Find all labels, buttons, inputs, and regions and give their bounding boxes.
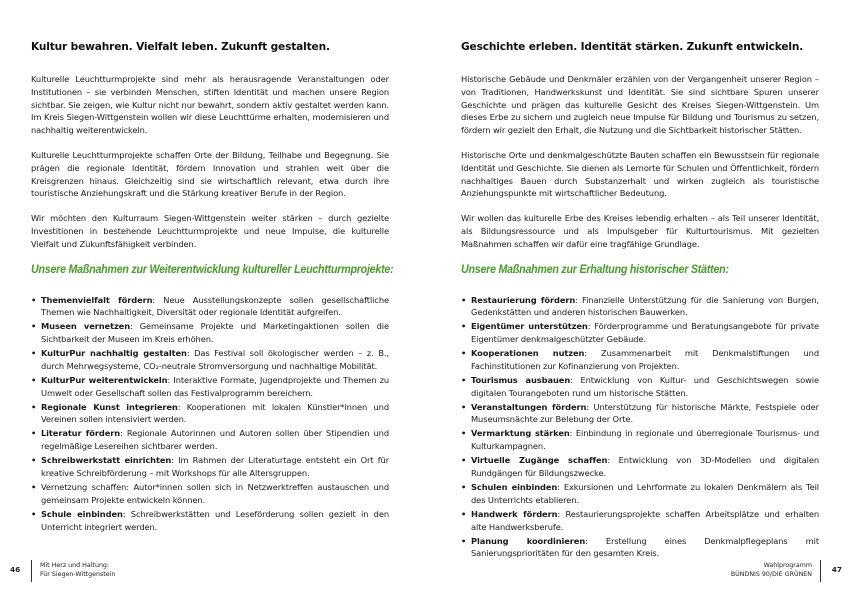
footer-left-line-1: Mit Herz und Haltung:: [40, 562, 110, 569]
bullet-icon: •: [31, 348, 37, 359]
list-item-text: : Das Festival soll ökologischer werden – z. B., durch Mehrwegsysteme, CO₂-neutrale Stromversorgung und nachhaltige Mobilität.: [41, 348, 389, 371]
page-number-left: 46: [10, 565, 21, 574]
list-item-term: Schulen einbinden: [471, 482, 558, 493]
bullet-icon: •: [31, 508, 37, 519]
list-item-text: : Einbindung in regionale und überregionale Tourismus- und Kulturkampagnen.: [471, 428, 819, 452]
bullet-icon: •: [31, 455, 37, 466]
list-item: [461, 481, 819, 507]
list-item: [461, 454, 819, 480]
list-item-term: Handwerk fördern: [471, 508, 558, 519]
list-item: [31, 401, 389, 427]
list-item-term: Literatur fördern: [41, 428, 121, 439]
list-item-text: : Entwicklung von 3D-Modellen und digitalen Rundgängen für Bildungszwecke.: [471, 455, 819, 479]
page-number-right: 47: [831, 565, 842, 574]
right-paragraph-2: Historische Orte und denkmalgeschützte Bauten schaffen ein Bewusstsein für regionale Identität und Geschichte. Sie dienen als Lernorte für Schulen und Öffentlichkeit, fördern nachhaltiges Bauen durch Substanzerhalt und wirken zugleich als touristische Anziehungspunkte mit wirtschaftlicher Bedeutung.: [461, 149, 819, 199]
bullet-icon: •: [31, 321, 37, 332]
list-item-term: KulturPur weiterentwickeln: [41, 374, 168, 385]
bullet-icon: •: [461, 348, 467, 359]
footer-left-line-2: Für Siegen-Wittgenstein: [40, 570, 116, 578]
list-item-term: Regionale Kunst integrieren: [41, 401, 178, 412]
list-item-text: : Erstellung eines Denkmalpflegeplans mit Sanierungsprioritäten für den gesamten Kreis.: [471, 535, 819, 559]
list-item-term: Restaurierung fördern: [471, 294, 576, 305]
left-paragraph-2: Kulturelle Leuchtturmprojekte schaffen Orte der Bildung, Teilhabe und Begegnung. Sie prägen die regionale Identität, fördern Innovation und strahlen weit über die Kreisgrenzen hinaus. Gleichzeitig sind sie wirtschaftlich relevant, etwa durch ihre touristische Anziehungskraft und die Stärkung kreativer Berufe in der Region.: [31, 149, 389, 199]
bullet-icon: •: [461, 374, 467, 385]
list-item-term: Schreibwerkstatt einrichten: [41, 455, 172, 466]
bullet-icon: •: [461, 428, 467, 439]
bullet-icon: •: [31, 482, 37, 493]
footer-right-line-1: Wahlprogramm: [763, 562, 812, 569]
list-item-text: : Schreibwerkstätten und Leseförderung sollen gezielt in den Unterricht integriert werden.: [41, 508, 390, 532]
bullet-icon: •: [461, 294, 467, 305]
list-item-term: Eigentümer unterstützen: [471, 321, 588, 332]
list-item: [31, 347, 389, 373]
list-item: [31, 320, 389, 346]
footer-right: [731, 562, 812, 580]
left-subheading: Unsere Maßnahmen zur Weiterentwicklung kultureller Leuchtturmprojekte:: [31, 262, 394, 276]
footer-left: [40, 562, 115, 580]
list-item-text: : Finanzielle Unterstützung für die Sanierung von Burgen, Gedenkstätten und anderen historischen Bauwerken.: [471, 294, 819, 318]
right-heading: Geschichte erleben. Identität stärken. Zukunft entwickeln.: [461, 41, 804, 53]
list-item: [461, 347, 819, 373]
bullet-icon: •: [31, 294, 37, 305]
list-item-text: : Entwicklung von Kultur- und Geschichtswegen sowie digitalen Tourangeboten rund um historische Stätten.: [471, 374, 819, 398]
list-item-text: : Zusammenarbeit mit Denkmalstiftungen und Fachinstitutionen zur Kofinanzierung von Projekten.: [471, 348, 819, 371]
list-item-text: : Kooperationen mit lokalen Künstler*innen und Vereinen sollen intensiviert werden.: [41, 401, 389, 425]
bullet-icon: •: [461, 455, 467, 466]
footer-divider-right: [820, 560, 821, 582]
list-item: [461, 294, 819, 320]
left-heading: Kultur bewahren. Vielfalt leben. Zukunft gestalten.: [31, 41, 330, 53]
bullet-icon: •: [461, 482, 467, 493]
left-paragraph-3: Wir möchten den Kulturraum Siegen-Wittgenstein weiter stärken – durch gezielte Investitionen in bestehende Leuchtturmprojekte und neue Impulse, die kulturelle Vielfalt und Zukunftsfähigkeit verbinden.: [31, 213, 389, 249]
list-item-text: : Förderprogramme und Beratungsangebote für private Eigentümer denkmalgeschützter Gebäude.: [471, 321, 819, 345]
right-paragraph-3: Wir wollen das kulturelle Erbe des Kreises lebendig erhalten – als Teil unserer Identität, als Bildungsressource und als Impulsgeber für Kulturtourismus. Mit gezielten Maßnahmen schaffen wir dafür eine tragfähige Grundlage.: [461, 213, 819, 249]
list-item-term: Veranstaltungen fördern: [471, 401, 587, 412]
right-column: [461, 40, 819, 561]
list-item-term: Museen vernetzen: [41, 321, 131, 332]
list-item-text: : Interaktive Formate, Jugendprojekte und Themen zu Umwelt oder Gesellschaft sollen das Festivalprogramm bereichern.: [41, 374, 389, 398]
list-item: [461, 320, 819, 346]
left-paragraph-1: Kulturelle Leuchtturmprojekte sind mehr als herausragende Veranstaltungen oder Institutionen – sie verbinden Menschen, stiften Identität und machen unsere Region sichtbar. Sie zeigen, wie Kultur nicht nur bewahrt, sondern aktiv gestaltet werden kann. Im Kreis Siegen-Wittgenstein wollen wir diese Leuchttürme erhalten, modernisieren und nachhaltig weiterentwickeln.: [31, 74, 389, 136]
list-item-term: Vernetzung schaffen: [41, 482, 127, 493]
right-paragraph-1: Historische Gebäude und Denkmäler erzählen von der Vergangenheit unserer Region – von Traditionen, Handwerkskunst und Identität. Sie sind sichtbare Spuren unserer Geschichte und prägen das kulturelle Gesicht des Kreises Siegen-Wittgenstein. Um dieses Erbe zu sichern und zugleich neue Impulse für Bildung und Tourismus zu setzen, fördern wir gezielt den Erhalt, die Nutzung und die Sichtbarkeit historischer Stätten.: [461, 74, 819, 136]
list-item: [31, 508, 389, 534]
footer-divider-left: [31, 560, 32, 582]
list-item: [31, 427, 389, 453]
list-item: [31, 481, 389, 507]
bullet-icon: •: [31, 374, 37, 385]
bullet-icon: •: [461, 401, 467, 412]
left-measures-list: [31, 294, 389, 534]
list-item-text: : Autor*innen sollen sich in Netzwerktreffen austauschen und gemeinsam Projekte entwickeln können.: [41, 482, 389, 505]
list-item-term: Virtuelle Zugänge schaffen: [471, 455, 608, 466]
list-item: [461, 401, 819, 427]
list-item: [461, 374, 819, 400]
list-item-term: KulturPur nachhaltig gestalten: [41, 348, 187, 359]
right-measures-list: [461, 294, 819, 561]
list-item: [31, 374, 389, 400]
bullet-icon: •: [461, 321, 467, 332]
bullet-icon: •: [461, 535, 467, 546]
bullet-icon: •: [461, 508, 467, 519]
list-item: [461, 508, 819, 534]
list-item-term: Kooperationen nutzen: [471, 348, 585, 359]
list-item: [31, 294, 389, 320]
list-item-text: : Unterstützung für historische Märkte, Festspiele oder Museumsnächte zur Belebung der Orte.: [471, 401, 819, 425]
list-item: [461, 427, 819, 453]
list-item-text: : Regionale Autorinnen und Autoren sollen über Stipendien und regelmäßige Lesereihen sichtbarer werden.: [41, 428, 389, 452]
list-item-term: Tourismus ausbauen: [471, 374, 571, 385]
list-item-text: : Im Rahmen der Literaturtage entsteht ein Ort für kreative Schreibförderung – mit Workshops für alle Altersgruppen.: [41, 455, 390, 479]
list-item-term: Themenvielfalt fördern: [41, 294, 153, 305]
list-item: [31, 454, 389, 480]
right-subheading: Unsere Maßnahmen zur Erhaltung historischer Stätten:: [461, 262, 729, 276]
list-item-text: : Exkursionen und Lehrformate zu lokalen Denkmälern als Teil des Unterrichts etablieren.: [471, 482, 819, 505]
list-item-text: : Gemeinsame Projekte und Marketingaktionen sollen die Sichtbarkeit der Museen im Kreis erhöhen.: [41, 321, 389, 345]
bullet-icon: •: [31, 401, 37, 412]
list-item-term: Vermarktung stärken: [471, 428, 570, 439]
list-item-term: Schule einbinden: [41, 508, 123, 519]
list-item-text: : Restaurierungsprojekte schaffen Arbeitsplätze und erhalten alte Handwerksberufe.: [471, 508, 820, 532]
footer-right-line-2: BÜNDNIS 90/DIE GRÜNEN: [730, 570, 812, 578]
left-column: [31, 40, 394, 535]
bullet-icon: •: [31, 428, 37, 439]
list-item-term: Planung koordinieren: [471, 535, 586, 546]
list-item: [461, 535, 819, 561]
list-item-text: : Neue Ausstellungskonzepte sollen gesellschaftliche Themen wie Nachhaltigkeit, Diversität oder regionale Identität aufgreifen.: [41, 294, 389, 318]
